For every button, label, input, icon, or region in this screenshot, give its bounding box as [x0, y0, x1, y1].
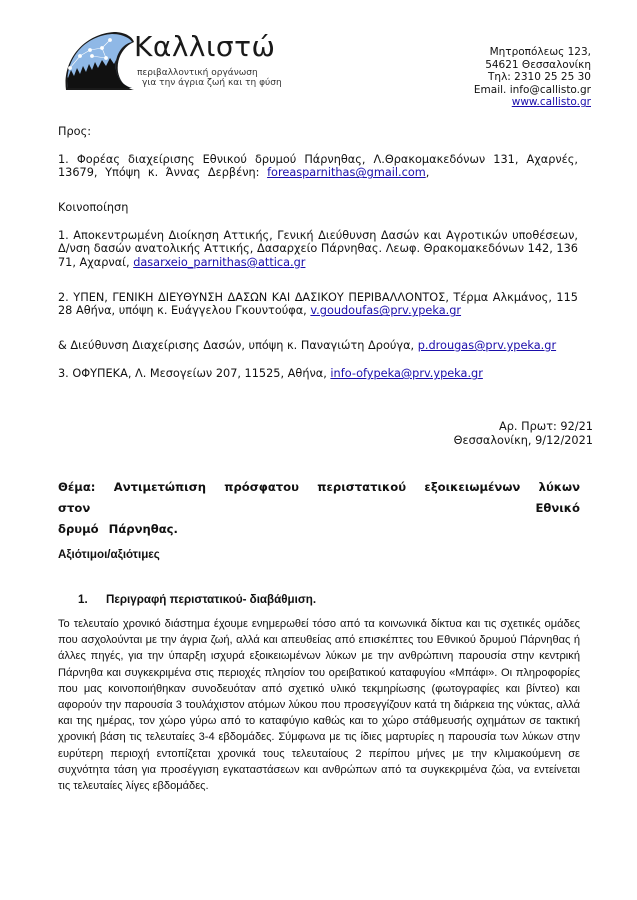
to-label: Προς:: [58, 125, 92, 138]
to-recipient-1: [58, 153, 578, 180]
contact-block: [474, 46, 591, 109]
recipient-text: & Διεύθυνση Διαχείρισης Δασών, υπόψη κ. Παναγιώτη Δρούγα,: [58, 339, 418, 352]
cc-recipient-2b: [58, 339, 578, 352]
recipient-email-link[interactable]: dasarxeio_parnithas@attica.gr: [133, 255, 306, 269]
recipient-suffix: ,: [425, 166, 430, 180]
recipient-email-link[interactable]: info-ofypeka@prv.ypeka.gr: [330, 367, 483, 380]
letterhead-logo: [62, 26, 292, 96]
place-date: Θεσσαλονίκη, 9/12/2021: [453, 434, 593, 447]
org-tagline-1: περιβαλλοντική οργάνωση: [137, 68, 258, 78]
subject-line-1: Θέμα: Αντιμετώπιση πρόσφατου περιστατικού εξοικειωμένων λύκων στον Εθνικό: [58, 480, 580, 515]
address-line-2: 54621 Θεσσαλονίκη: [485, 58, 591, 71]
section-body: Το τελευταίο χρονικό διάστημα έχουμε ενημερωθεί τόσο από τα κοινωνικά δίκτυα και τις σχετικές ομάδες που ασχολούνται με την άγρια ζωή, αλλά και απευθείας από επισκέπτες του Εθνικού δρυμού Πάρνηθας ή άλλες πηγές, για την ύπαρξη ισχυρά εξοικειωμένων λύκων με την ανθρώπινη παρουσία στην κεντρική Πάρνηθα και συγκεκριμένα στις περιοχές πλησίον του ορειβατικού καταφυγίου «Μπάφι». Οι πληροφορίες που μας κοινοποιήθηκαν συνοδευόταν από σχετικό υλικό τεκμηρίωσης (φωτογραφίες και βίντεο) και αφορούν την παρουσία 3 τουλάχιστον ατόμων λύκου που προσεγγίζουν κατά τη διάρκεια της νύκτας, αλλά και της ημέρας, τον χώρο γύρω από το καταφύγιο καθώς και το χώρο στάθμευσής οχημάτων σε τακτική χρονική βάση τις τελευταίες 3-4 εβδομάδες. Σύμφωνα με τις ίδιες μαρτυρίες η παρουσία των λύκων στην ευρύτερη περιοχή εντοπίζεται χρονικά τους τελευταίους 2 περίπου μήνες με την κλιμακούμενη σε συχνότητα τάση για προσέγγιση εγκαταστάσεων και ανθρώπων από τα συγκεκριμένα ζώα, να εντείνεται τις τελευταίες λίγες εβδομάδες.: [58, 618, 580, 793]
org-name: Καλλιστώ: [134, 30, 276, 63]
address-line-1: Μητροπόλεως 123,: [489, 46, 591, 58]
cc-recipient-2: [58, 291, 578, 318]
subject-line-2: δρυμό Πάρνηθας.: [58, 522, 178, 536]
recipient-text: 1. Φορέας διαχείρισης Εθνικού δρυμού Πάρνηθας, Λ.Θρακομακεδόνων 131, Αχαρνές, 13679, Υπόψη κ. Άννας Δερβένη:: [58, 153, 578, 180]
website-link[interactable]: www.callisto.gr: [511, 96, 591, 109]
subject: [58, 477, 580, 540]
section-number: 1.: [78, 593, 88, 606]
recipient-text: 1. Αποκεντρωμένη Διοίκηση Αττικής, Γενική Διεύθυνση Δασών και Αγροτικών υποθέσεων, Δ/νση δασών ανατολικής Αττικής, Δασαρχείο Πάρνηθας. Λεωφ. Θρακομακεδόνων 142, 136 71, Αχαρναί,: [58, 229, 578, 269]
cc-recipient-3: [58, 367, 578, 380]
recipient-email-link[interactable]: foreasparnithas@gmail.com: [267, 166, 426, 180]
section-title: Περιγραφή περιστατικού- διαβάθμιση.: [106, 593, 317, 606]
protocol-number: Αρ. Πρωτ: 92/21: [499, 420, 593, 433]
cc-recipient-1: [58, 229, 578, 269]
recipient-text: 2. ΥΠΕΝ, ΓΕΝΙΚΗ ΔΙΕΥΘΥΝΣΗ ΔΑΣΩΝ ΚΑΙ ΔΑΣΙΚΟΥ ΠΕΡΙΒΑΛΛΟΝΤΟΣ, Τέρμα Αλκμάνος, 115 28 Αθήνα, υπόψη κ. Ευάγγελου Γκουντούφα,: [58, 291, 578, 318]
org-tagline-2: για την άγρια ζωή και τη φύση: [142, 78, 282, 88]
recipient-email-link[interactable]: v.goudoufas@prv.ypeka.gr: [310, 304, 462, 318]
cc-label: Κοινοποίηση: [58, 201, 129, 214]
greeting: Αξιότιμοι/αξιότιμες: [58, 548, 160, 561]
section-heading: [78, 593, 316, 606]
email: Email. info@callisto.gr: [473, 83, 591, 96]
recipient-text: 3. ΟΦΥΠΕΚΑ, Λ. Μεσογείων 207, 11525, Αθήνα,: [58, 367, 331, 380]
recipient-email-link[interactable]: p.drougas@prv.ypeka.gr: [417, 339, 557, 352]
night-sky-forest-logo-icon: [62, 30, 134, 92]
phone: Τηλ: 2310 25 25 30: [488, 71, 591, 84]
reference-block: [454, 420, 593, 448]
